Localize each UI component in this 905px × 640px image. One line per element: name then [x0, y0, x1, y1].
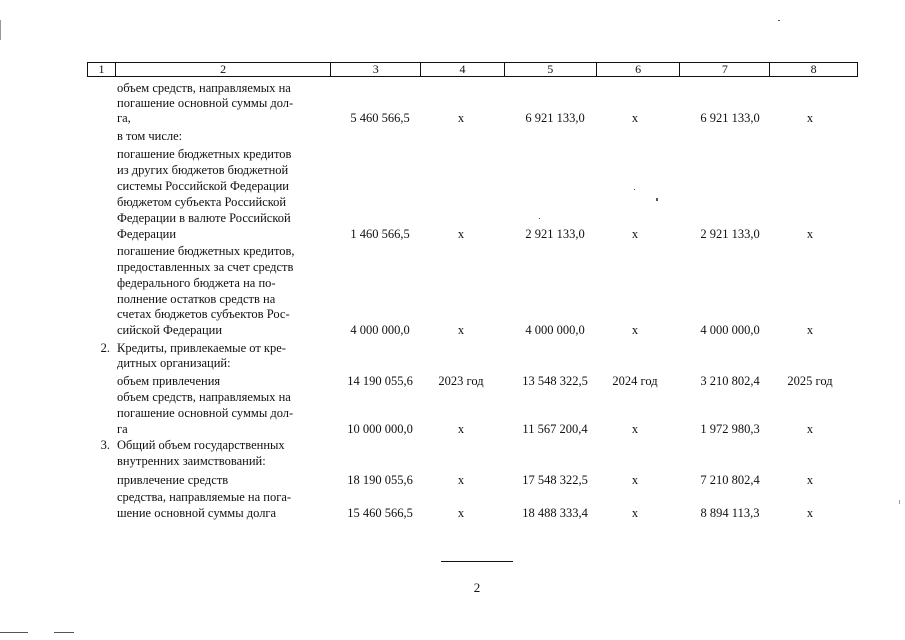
row-text-line: объем средств, направляемых на — [117, 390, 291, 404]
row-text-line: средства, направляемые на пога- — [117, 490, 292, 504]
cell-value: 2023 год — [438, 374, 484, 388]
row-text-line: Кредиты, привлекаемые от кре- — [117, 341, 286, 355]
header-col-1: 1 — [88, 63, 116, 76]
cell-value: 5 460 566,5 — [350, 111, 410, 125]
row-text-line: предоставленных за счет средств — [117, 260, 294, 274]
row-text-line: Федерации в валюте Российской — [117, 211, 291, 225]
cell-value: х — [457, 473, 465, 487]
footer-rule — [441, 561, 513, 562]
cell-value: 1 972 980,3 — [700, 422, 760, 436]
header-col-8: 8 — [810, 62, 817, 76]
scan-speck — [656, 198, 658, 201]
row-text-line: Федерации — [117, 227, 177, 241]
cell-value: 14 190 055,6 — [347, 374, 413, 388]
cell-value: х — [631, 473, 639, 487]
row-text-line: в том числе: — [117, 129, 183, 143]
row-text-line: системы Российской Федерации — [117, 179, 289, 193]
scan-speck — [634, 189, 635, 190]
cell-value: х — [806, 323, 814, 337]
cell-value: х — [457, 111, 465, 125]
cell-value: 17 548 322,5 — [522, 473, 588, 487]
header-col-2: 2 — [116, 63, 331, 76]
header-col-7: 7 — [680, 63, 770, 76]
scan-edge — [0, 20, 1, 40]
cell-value: 2 921 133,0 — [700, 227, 760, 241]
scan-speck — [539, 218, 540, 219]
cell-value: х — [457, 422, 465, 436]
row-text-line: внутренних заимствований: — [117, 454, 266, 468]
cell-value: 15 460 566,5 — [347, 506, 413, 520]
cell-value: х — [631, 227, 639, 241]
cell-value: 13 548 322,5 — [522, 374, 588, 388]
scan-speck — [778, 20, 780, 21]
row-text-line: Общий объем государственных — [117, 438, 285, 452]
cell-value: 18 190 055,6 — [347, 473, 413, 487]
cell-value: х — [457, 227, 465, 241]
cell-value: х — [806, 227, 814, 241]
cell-value: 4 000 000,0 — [700, 323, 760, 337]
row-text-line: полнение остатков средств на — [117, 292, 276, 306]
row-text-line: дитных организаций: — [117, 356, 231, 370]
cell-value: х — [457, 323, 465, 337]
row-text-line: га — [117, 422, 128, 436]
row-text-line: привлечение средств — [117, 473, 229, 487]
page-number: 2 — [473, 580, 481, 595]
cell-value: 8 894 113,3 — [700, 506, 760, 520]
row-text-line: федерального бюджета на по- — [117, 276, 276, 290]
row-text-line: погашение бюджетных кредитов — [117, 147, 292, 161]
row-text-line: шение основной суммы долга — [117, 506, 277, 520]
cell-value: 4 000 000,0 — [525, 323, 585, 337]
cell-value: 6 921 133,0 — [525, 111, 585, 125]
header-col-3: 3 — [331, 63, 421, 76]
cell-value: х — [631, 506, 639, 520]
cell-value: 4 000 000,0 — [350, 323, 410, 337]
cell-value: 6 921 133,0 — [700, 111, 760, 125]
row-text-line: погашение бюджетных кредитов, — [117, 244, 295, 258]
row-text-line: погашение основной суммы дол- — [117, 96, 294, 110]
scan-speck — [899, 500, 900, 504]
cell-value: х — [806, 506, 814, 520]
cell-value: х — [806, 111, 814, 125]
row-text-line: из других бюджетов бюджетной — [117, 163, 289, 177]
header-col-6: 6 — [597, 63, 681, 76]
cell-value: 10 000 000,0 — [347, 422, 413, 436]
row-text-line: бюджетом субъекта Российской — [117, 195, 287, 209]
cell-value: 2025 год — [787, 374, 833, 388]
scan-edge — [0, 632, 28, 633]
section-number: 2. — [100, 341, 110, 355]
cell-value: 11 567 200,4 — [522, 422, 588, 436]
cell-value: х — [631, 323, 639, 337]
cell-value: 7 210 802,4 — [700, 473, 760, 487]
row-text-line: объем привлечения — [117, 374, 221, 388]
cell-value: х — [631, 422, 639, 436]
table-header — [87, 62, 858, 77]
header-col-5: 5 — [505, 63, 597, 76]
cell-value: 2024 год — [612, 374, 658, 388]
cell-value: 1 460 566,5 — [350, 227, 410, 241]
header-col-4: 4 — [421, 63, 505, 76]
cell-value: х — [806, 422, 814, 436]
cell-value: х — [457, 506, 465, 520]
row-text-line: га, — [117, 111, 131, 125]
cell-value: х — [806, 473, 814, 487]
row-text-line: счетах бюджетов субъектов Рос- — [117, 307, 290, 321]
row-text-line: погашение основной суммы дол- — [117, 406, 294, 420]
cell-value: 18 488 333,4 — [522, 506, 588, 520]
row-text-line: сийской Федерации — [117, 323, 223, 337]
section-number: 3. — [100, 438, 110, 452]
row-text-line: объем средств, направляемых на — [117, 81, 291, 95]
cell-value: 3 210 802,4 — [700, 374, 760, 388]
cell-value: 2 921 133,0 — [525, 227, 585, 241]
scan-edge — [54, 632, 74, 633]
cell-value: х — [631, 111, 639, 125]
